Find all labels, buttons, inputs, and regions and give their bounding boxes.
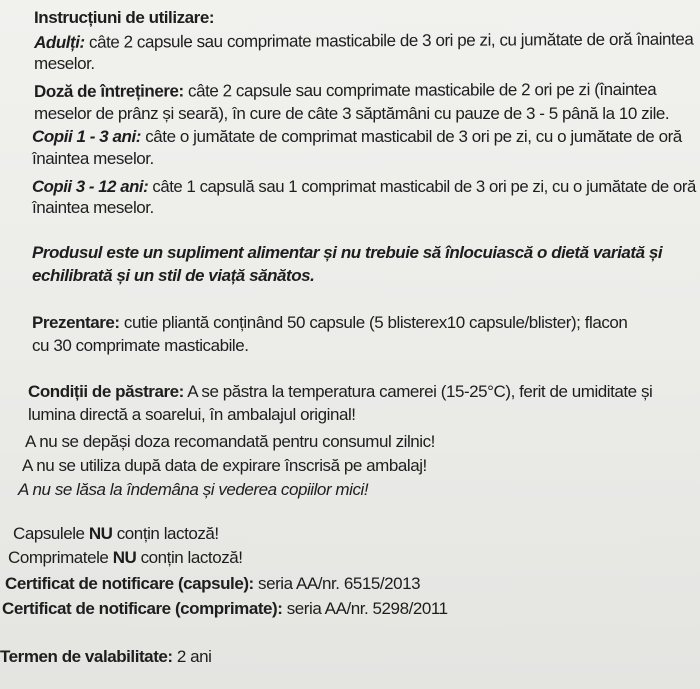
children-1-3-label: Copii 1 - 3 ani: (32, 127, 141, 146)
certificate-tablets: Certificat de notificare (comprimate): seria AA/nr. 5298/2011 (2, 599, 448, 618)
warning-children: A nu se lăsa la îndemâna și vederea copiilor mici! (18, 480, 369, 499)
certificate-capsules: Certificat de notificare (capsule): seria AA/nr. 6515/2013 (5, 574, 421, 593)
storage-line-1: Condiții de păstrare: A se păstra la temperatura camerei (15-25°C), ferit de umiditate și (28, 382, 653, 401)
adults-line-2: meselor. (34, 54, 95, 73)
children-3-12-line-2: înaintea meselor. (32, 198, 154, 217)
lactose-capsules: Capsulele NU conțin lactoză! (13, 524, 219, 543)
warning-dose: A nu se depăși doza recomandată pentru consumul zilnic! (25, 432, 435, 451)
supplement-notice-line-1: Produsul este un supliment alimentar și nu trebuie să înlocuiască o dietă variată și (32, 243, 663, 262)
children-1-3-line-1: Copii 1 - 3 ani: câte o jumătate de comprimat masticabil de 3 ori pe zi, cu o jumătate de oră (32, 127, 682, 146)
children-3-12-line-1: Copii 3 - 12 ani: câte 1 capsulă sau 1 comprimat masticabil de 3 ori pe zi, cu o jumătate de oră (32, 177, 696, 196)
presentation-line-2: cu 30 comprimate masticabile. (32, 336, 249, 355)
maintenance-line-2: meselor de prânz și seară), în cure de câte 3 săptămâni cu pauze de 3 - 5 până la 10 zile. (34, 104, 670, 123)
lactose-tablets: Comprimatele NU conțin lactoză! (8, 548, 243, 567)
maintenance-label: Doză de întreținere: (34, 81, 184, 101)
adults-label: Adulți: (34, 32, 85, 52)
validity-label: Termen de valabilitate: (0, 647, 173, 666)
certificate-capsules-label: Certificat de notificare (capsule): (5, 574, 254, 593)
children-1-3-line-2: înaintea meselor. (32, 149, 154, 168)
storage-label: Condiții de păstrare: (28, 382, 184, 401)
presentation-line-1: Prezentare: cutie pliantă conținând 50 capsule (5 blisterex10 capsule/blister); flacon (32, 313, 628, 332)
children-3-12-label: Copii 3 - 12 ani: (32, 177, 149, 196)
adults-line-1: Adulți: câte 2 capsule sau comprimate masticabile de 3 ori pe zi, cu jumătate de oră înaintea (34, 29, 694, 52)
supplement-notice-line-2: echilibrată și un stil de viață sănătos. (32, 266, 315, 285)
warning-expiry: A nu se utiliza după data de expirare înscrisă pe ambalaj! (22, 456, 427, 475)
instructions-title: Instrucțiuni de utilizare: (34, 8, 215, 27)
presentation-label: Prezentare: (32, 313, 120, 332)
certificate-tablets-label: Certificat de notificare (comprimate): (2, 599, 283, 618)
validity-line: Termen de valabilitate: 2 ani (0, 647, 212, 666)
storage-line-2: lumina directă a soarelui, în ambalajul original! (28, 405, 356, 424)
maintenance-line-1: Doză de întreținere: câte 2 capsule sau comprimate masticabile de 2 ori pe zi (înaintea (34, 79, 657, 101)
